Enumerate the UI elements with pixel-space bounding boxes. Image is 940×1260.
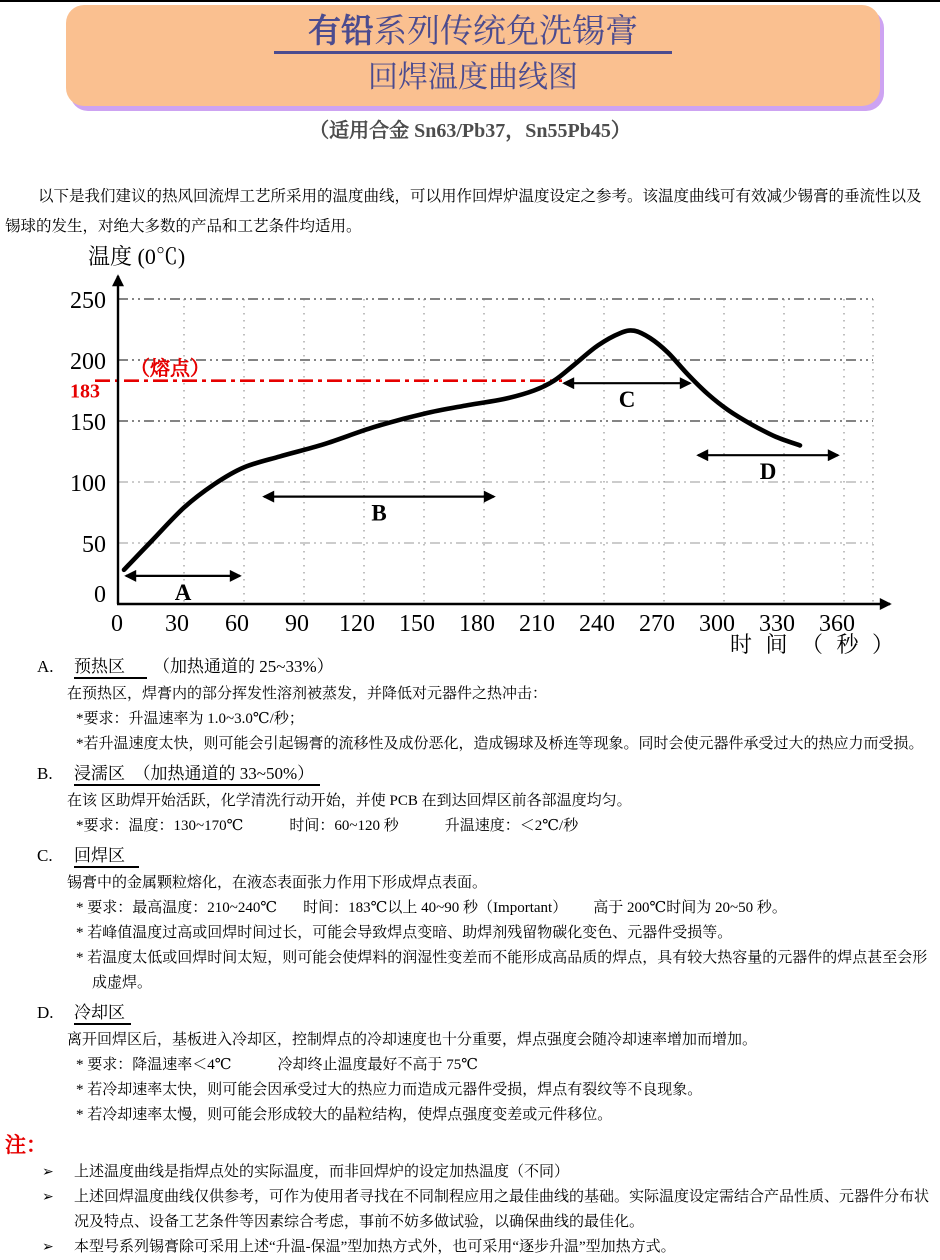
top-border-line xyxy=(0,0,940,2)
reflow-temperature-chart xyxy=(0,244,940,654)
section-c-reflow-zone xyxy=(0,845,940,996)
section-c-title: 回焊区 xyxy=(74,846,139,868)
x-tick-270: 270 xyxy=(639,611,675,637)
zone-label-C: C xyxy=(618,387,636,413)
notes-section xyxy=(0,1132,940,1260)
x-tick-240: 240 xyxy=(579,611,615,637)
requirement-item: 冷却终止温度最好不高于 75℃ xyxy=(277,1057,479,1073)
section-c-requirements xyxy=(76,896,936,921)
y-tick-250: 250 xyxy=(70,288,106,314)
title-banner xyxy=(66,5,880,106)
section-a-heading xyxy=(37,656,940,678)
x-tick-120: 120 xyxy=(339,611,375,637)
section-c-body: 锡膏中的金属颗粒熔化，在液态表面张力作用下形成焊点表面。 xyxy=(67,875,488,891)
x-axis-title: 时 间 （ 秒 ） xyxy=(729,632,898,654)
section-a-bullet: *若升温速度太快，则可能会引起锡膏的流移性及成份恶化，造成锡球及桥连等现象。同时会使元器件承受过大的热应力而受损。 xyxy=(76,736,924,752)
section-b-label: B. xyxy=(37,764,53,783)
section-b-heading xyxy=(37,763,940,785)
melting-point-label: （熔点） xyxy=(130,358,210,380)
section-a-paren: （加热通道的 25~33%） xyxy=(153,657,334,676)
arrow-bullet-icon: ➢ xyxy=(42,1240,54,1255)
y-tick-150: 150 xyxy=(70,410,106,436)
note-text: 上述回焊温度曲线仅供参考，可作为使用者寻找在不同制程应用之最佳曲线的基础。实际温度设定需结合产品性质、元器件分布状况及特点、设备工艺条件等因素综合考虑，事前不妨多做试验，以确保曲线的最佳化。 xyxy=(74,1189,930,1230)
document-title-line2: 回焊温度曲线图 xyxy=(368,61,578,94)
y-axis-title: 温度 (0℃) xyxy=(88,244,186,269)
temperature-curve xyxy=(124,330,800,569)
zone-label-D: D xyxy=(759,459,777,485)
title-bold-part: 有铅 xyxy=(308,14,374,50)
requirement-item: 时间：183℃以上 40~90 秒（Important） xyxy=(303,900,568,916)
y-tick-0: 0 xyxy=(94,582,106,608)
requirement-item: 时间：60~120 秒 xyxy=(289,818,399,834)
arrow-bullet-icon: ➢ xyxy=(42,1190,54,1205)
melting-point-value: 183 xyxy=(70,380,100,403)
intro-paragraph: 以下是我们建议的热风回流焊工艺所采用的温度曲线，可以用作回焊炉温度设定之参考。该温度曲线可有效减少锡膏的垂流性以及锡球的发生，对绝大多数的产品和工艺条件均适用。 xyxy=(5,188,922,235)
note-item xyxy=(42,1185,930,1235)
x-tick-90: 90 xyxy=(285,611,309,637)
section-a-bullet: *要求：升温速率为 1.0~3.0℃/秒； xyxy=(76,711,304,727)
section-c-bullet: * 若峰值温度过高或回焊时间过长，可能会导致焊点变暗、助焊剂残留物碳化变色、元器件受损等。 xyxy=(76,925,733,941)
y-tick-100: 100 xyxy=(70,471,106,497)
x-tick-0: 0 xyxy=(111,611,123,637)
section-d-requirements xyxy=(76,1053,936,1078)
requirement-item: * 要求：降温速率＜4℃ xyxy=(76,1057,232,1073)
section-d-bullet: * 若冷却速率太快，则可能会因承受过大的热应力而造成元器件受损，焊点有裂纹等不良现象。 xyxy=(76,1082,703,1098)
section-b-soak-zone xyxy=(0,763,940,839)
notes-heading: 注： xyxy=(5,1133,47,1157)
y-tick-50: 50 xyxy=(82,532,106,558)
document-title-line1 xyxy=(66,12,880,52)
note-item xyxy=(42,1160,930,1185)
zone-label-A: A xyxy=(174,579,192,605)
title-underline xyxy=(274,14,672,54)
x-tick-300: 300 xyxy=(699,611,735,637)
requirement-item: 高于 200℃时间为 20~50 秒。 xyxy=(593,900,787,916)
section-c-heading xyxy=(37,845,940,867)
section-d-label: D. xyxy=(37,1003,54,1022)
section-d-cooling-zone xyxy=(0,1002,940,1128)
x-tick-30: 30 xyxy=(165,611,189,637)
section-b-body: 在该 区助焊开始活跃，化学清洗行动开始，并使 PCB 在到达回焊区前各部温度均匀。 xyxy=(67,793,632,809)
x-tick-60: 60 xyxy=(225,611,249,637)
section-a-title: 预热区 xyxy=(74,657,147,679)
note-text: 上述温度曲线是指焊点处的实际温度，而非回焊炉的设定加热温度（不同） xyxy=(74,1164,570,1180)
section-a-body: 在预热区，焊膏内的部分挥发性溶剂被蒸发，并降低对元器件之热冲击： xyxy=(67,686,548,702)
section-c-label: C. xyxy=(37,846,53,865)
section-d-title: 冷却区 xyxy=(74,1003,131,1025)
x-tick-360: 360 xyxy=(819,611,855,637)
zone-label-B: B xyxy=(371,500,387,526)
section-d-bullet: * 若冷却速率太慢，则可能会形成较大的晶粒结构，使焊点强度变差或元件移位。 xyxy=(76,1107,613,1123)
requirement-item: 升温速度：＜2℃/秒 xyxy=(444,818,579,834)
note-item xyxy=(42,1235,930,1260)
section-d-body: 离开回焊区后，基板进入冷却区，控制焊点的冷却速度也十分重要，焊点强度会随冷却速率增加而增加。 xyxy=(67,1032,758,1048)
x-tick-330: 330 xyxy=(759,611,795,637)
note-text: 本型号系列锡膏除可采用上述“升温-保温”型加热方式外，也可采用“逐步升温”型加热方式。 xyxy=(74,1239,676,1255)
title-rest-part: 系列传统免洗锡膏 xyxy=(374,14,638,50)
alloy-subtitle: （适用合金 Sn63/Pb37，Sn55Pb45） xyxy=(309,120,631,142)
section-b-title: 浸濡区 （加热通道的 33~50%） xyxy=(74,764,320,786)
x-tick-180: 180 xyxy=(459,611,495,637)
section-d-heading xyxy=(37,1002,940,1024)
section-a-label: A. xyxy=(37,657,54,676)
x-tick-210: 210 xyxy=(519,611,555,637)
section-a-preheat-zone xyxy=(0,656,940,757)
x-tick-150: 150 xyxy=(399,611,435,637)
y-tick-200: 200 xyxy=(70,349,106,375)
requirement-item: *要求：温度：130~170℃ xyxy=(76,818,244,834)
section-c-bullet: * 若温度太低或回焊时间太短，则可能会使焊料的润湿性变差而不能形成高品质的焊点，具有较大热容量的元器件的焊点甚至会形成虚焊。 xyxy=(76,950,928,991)
requirement-item: * 要求：最高温度：210~240℃ xyxy=(76,900,278,916)
arrow-bullet-icon: ➢ xyxy=(42,1165,54,1180)
section-b-requirements xyxy=(76,814,936,839)
